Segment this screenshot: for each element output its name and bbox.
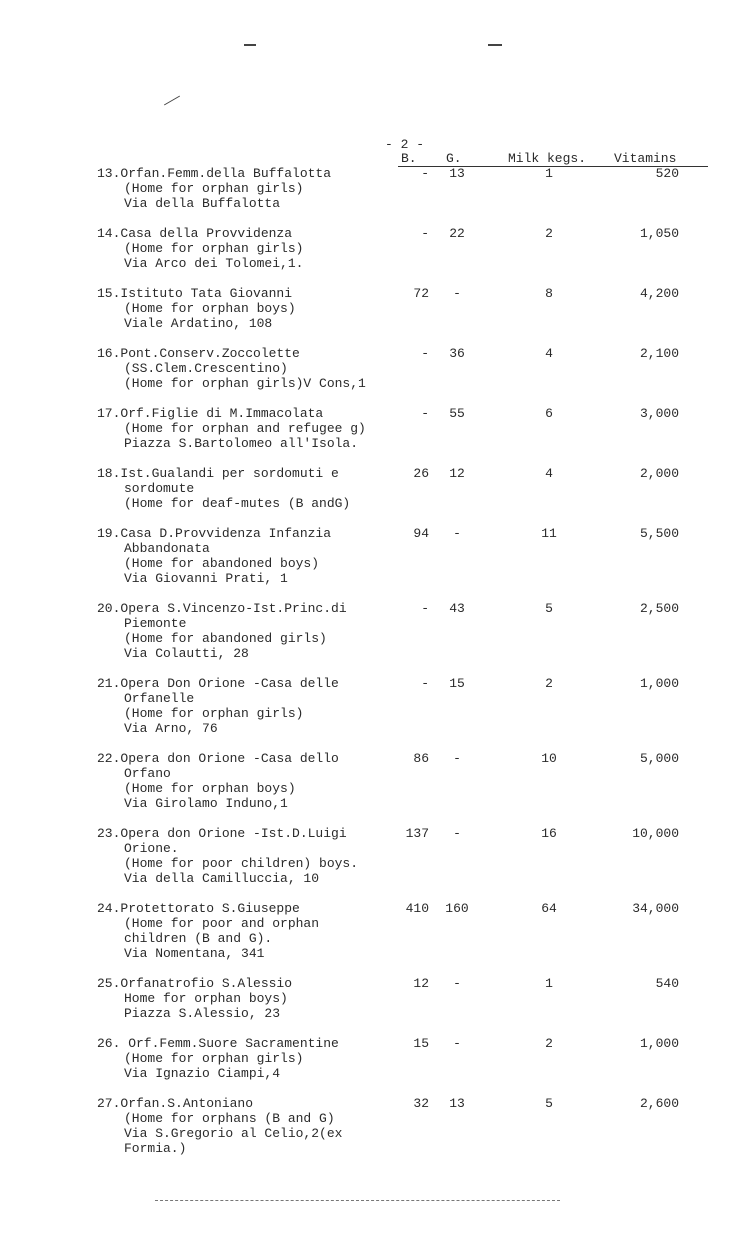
vitamins-count: 5,000 [639,751,679,766]
milk-kegs: 2 [545,226,553,241]
boys-count: - [421,226,429,241]
milk-kegs: 1 [545,166,553,181]
institution-detail-line: Via Arno, 76 [124,721,218,736]
stray-mark [164,96,180,106]
institution-name-block [97,406,407,451]
vitamins-count: 4,200 [639,286,679,301]
girls-count: 36 [449,346,465,361]
institution-name: 20.Opera S.Vincenzo-Ist.Princ.di [97,601,347,616]
boys-count: 72 [413,286,429,301]
girls-count: - [453,751,461,766]
institution-detail-line: Piazza S.Bartolomeo all'Isola. [124,436,359,451]
milk-kegs: 5 [545,601,553,616]
institution-detail-line: (Home for orphan and refugee g) [124,421,366,436]
institution-name-block [97,826,407,886]
vitamins-count: 1,050 [639,226,679,241]
girls-count: - [453,286,461,301]
vitamins-count: 3,000 [639,406,679,421]
girls-count: 12 [449,466,465,481]
institution-detail-line: Via Girolamo Induno,1 [124,796,288,811]
vitamins-count: 520 [655,166,679,181]
institution-name: 16.Pont.Conserv.Zoccolette [97,346,300,361]
institution-name: 21.Opera Don Orione -Casa delle [97,676,339,691]
boys-count: 137 [405,826,429,841]
girls-count: 43 [449,601,465,616]
institution-detail-line: Via della Buffalotta [124,196,281,211]
institution-name-block [97,226,407,271]
boys-count: - [421,166,429,181]
institution-detail-line: sordomute [124,481,195,496]
institution-detail-line: (Home for orphan girls)V Cons,1 [124,376,366,391]
institution-detail-line: (Home for orphan boys) [124,301,296,316]
institution-detail-line: Orione. [124,841,179,856]
institution-name-block [97,901,407,961]
institution-name: 25.Orfanatrofio S.Alessio [97,976,293,991]
institution-name: 15.Istituto Tata Giovanni [97,286,293,301]
institution-detail-line: (Home for orphan girls) [124,1051,304,1066]
girls-count: 15 [449,676,465,691]
institution-name: 13.Orfan.Femm.della Buffalotta [97,166,332,181]
girls-count: 55 [449,406,465,421]
milk-kegs: 1 [545,976,553,991]
institution-detail-line: Via Nomentana, 341 [124,946,265,961]
milk-kegs: 11 [541,526,557,541]
vitamins-count: 2,500 [639,601,679,616]
stray-mark [244,44,256,46]
boys-count: - [421,676,429,691]
boys-count: 410 [405,901,429,916]
institution-name: 19.Casa D.Provvidenza Infanzia [97,526,332,541]
boys-count: 94 [413,526,429,541]
girls-count: 22 [449,226,465,241]
vitamins-count: 5,500 [639,526,679,541]
institution-detail-line: (Home for poor children) boys. [124,856,359,871]
institution-detail-line: Formia.) [124,1141,187,1156]
boys-count: - [421,601,429,616]
milk-kegs: 2 [545,1036,553,1051]
vitamins-count: 2,600 [639,1096,679,1111]
institution-detail-line: children (B and G). [124,931,273,946]
institution-name-block [97,166,407,211]
milk-kegs: 8 [545,286,553,301]
header-milk: Milk kegs. [508,151,587,166]
institution-detail-line: (Home for orphan girls) [124,706,304,721]
girls-count: 13 [449,1096,465,1111]
institution-name-block [97,346,407,391]
institution-detail-line: Via Giovanni Prati, 1 [124,571,288,586]
boys-count: - [421,346,429,361]
institution-detail-line: Orfano [124,766,171,781]
girls-count: - [453,826,461,841]
institution-name: 18.Ist.Gualandi per sordomuti e [97,466,339,481]
boys-count: 32 [413,1096,429,1111]
institution-detail-line: (Home for abandoned boys) [124,556,320,571]
girls-count: - [453,976,461,991]
institution-detail-line: (Home for poor and orphan [124,916,320,931]
institution-detail-line: Viale Ardatino, 108 [124,316,273,331]
vitamins-count: 2,000 [639,466,679,481]
institution-name-block [97,976,407,1021]
girls-count: - [453,1036,461,1051]
institution-detail-line: (Home for orphans (B and G) [124,1111,335,1126]
vitamins-count: 10,000 [632,826,679,841]
institution-detail-line: Piemonte [124,616,187,631]
institution-name: 24.Protettorato S.Giuseppe [97,901,300,916]
vitamins-count: 2,100 [639,346,679,361]
vitamins-count: 540 [655,976,679,991]
vitamins-count: 34,000 [632,901,679,916]
institution-name: 27.Orfan.S.Antoniano [97,1096,254,1111]
institution-detail-line: Via Colautti, 28 [124,646,249,661]
institution-detail-line: Via della Camilluccia, 10 [124,871,320,886]
vitamins-count: 1,000 [639,1036,679,1051]
institution-name-block [97,1036,407,1081]
girls-count: 160 [445,901,469,916]
institution-detail-line: Home for orphan boys) [124,991,288,1006]
milk-kegs: 6 [545,406,553,421]
institution-detail-line: (Home for orphan boys) [124,781,296,796]
milk-kegs: 64 [541,901,557,916]
institution-name-block [97,676,407,736]
boys-count: 26 [413,466,429,481]
header-vitamins: Vitamins [614,151,677,166]
institution-detail-line: Via Arco dei Tolomei,1. [124,256,304,271]
institution-name: 17.Orf.Figlie di M.Immacolata [97,406,324,421]
boys-count: 12 [413,976,429,991]
institution-detail-line: Abbandonata [124,541,210,556]
institution-detail-line: (SS.Clem.Crescentino) [124,361,288,376]
footer-dotted-line [155,1200,560,1201]
milk-kegs: 2 [545,676,553,691]
institution-detail-line: Piazza S.Alessio, 23 [124,1006,281,1021]
institution-name: 26. Orf.Femm.Suore Sacramentine [97,1036,339,1051]
milk-kegs: 10 [541,751,557,766]
institution-name-block [97,601,407,661]
milk-kegs: 5 [545,1096,553,1111]
boys-count: - [421,406,429,421]
institution-detail-line: (Home for orphan girls) [124,181,304,196]
milk-kegs: 4 [545,466,553,481]
institution-name: 23.Opera don Orione -Ist.D.Luigi [97,826,347,841]
header-boys: B. [401,151,417,166]
institution-name-block [97,1096,407,1156]
institution-name-block [97,466,407,511]
institution-detail-line: Via Ignazio Ciampi,4 [124,1066,281,1081]
page-number: - 2 - [385,137,425,152]
institution-name: 22.Opera don Orione -Casa dello [97,751,339,766]
vitamins-count: 1,000 [639,676,679,691]
institution-detail-line: (Home for abandoned girls) [124,631,327,646]
girls-count: 13 [449,166,465,181]
boys-count: 86 [413,751,429,766]
milk-kegs: 16 [541,826,557,841]
girls-count: - [453,526,461,541]
institution-detail-line: Orfanelle [124,691,195,706]
boys-count: 15 [413,1036,429,1051]
milk-kegs: 4 [545,346,553,361]
institution-name-block [97,526,407,586]
institution-detail-line: Via S.Gregorio al Celio,2(ex [124,1126,343,1141]
institution-detail-line: (Home for orphan girls) [124,241,304,256]
institution-name-block [97,751,407,811]
stray-mark [488,44,502,46]
header-girls: G. [446,151,462,166]
institution-name-block [97,286,407,331]
institution-name: 14.Casa della Provvidenza [97,226,293,241]
institution-detail-line: (Home for deaf-mutes (B andG) [124,496,351,511]
